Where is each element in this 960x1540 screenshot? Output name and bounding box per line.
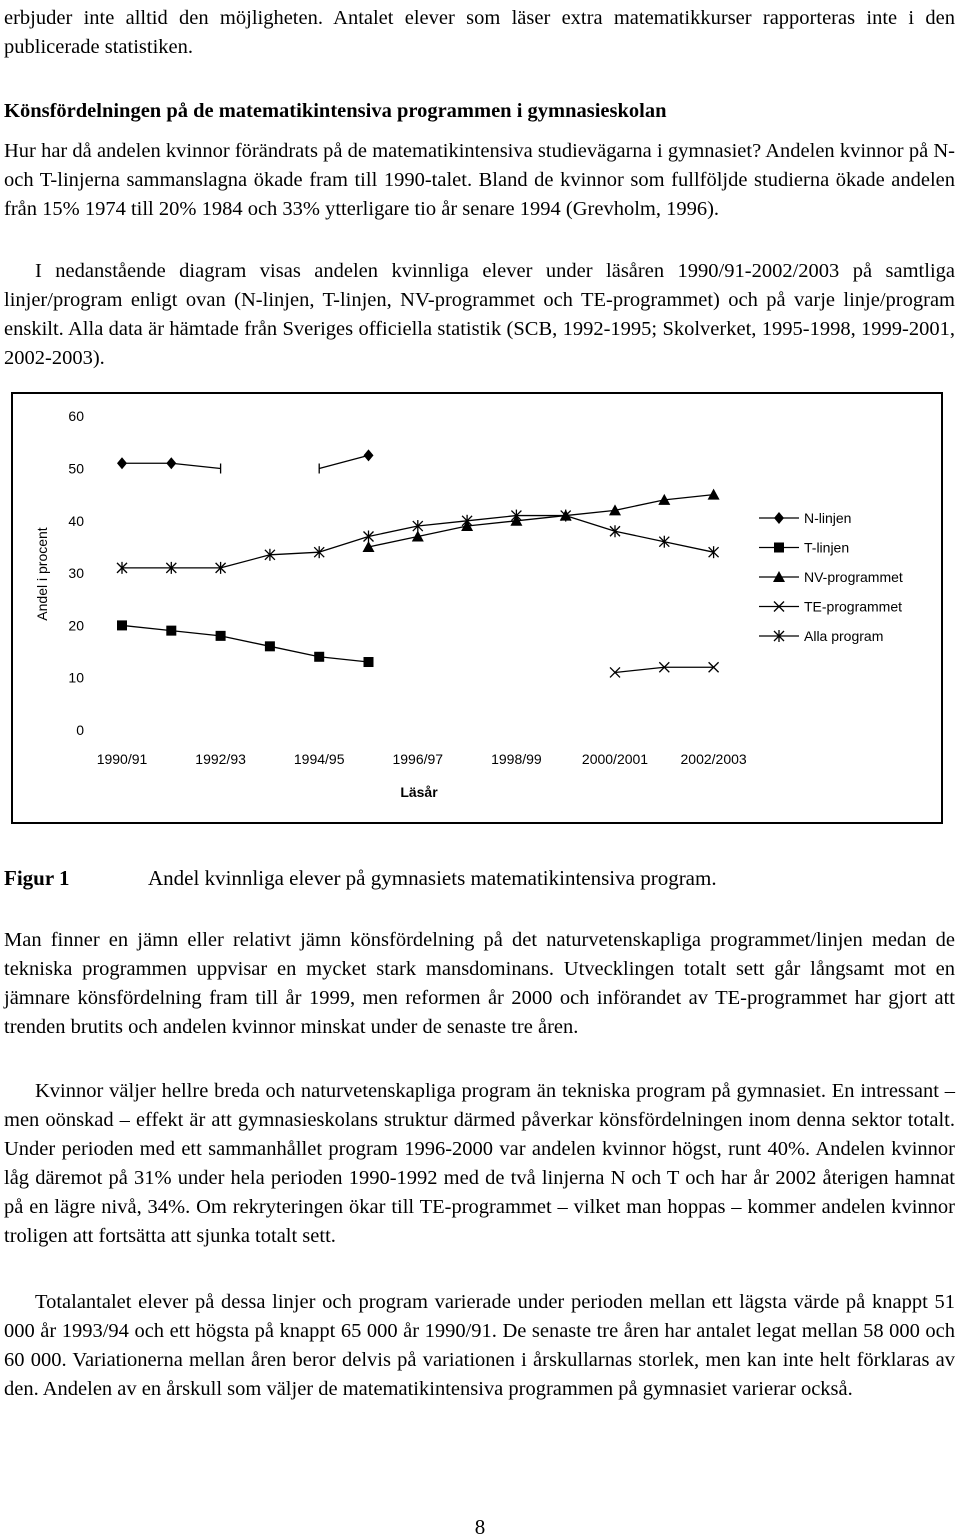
legend-item [759, 569, 903, 585]
series-line-segment [122, 625, 171, 630]
paragraph-question: Hur har då andelen kvinnor förändrats på de matematikintensiva studievägarna i gymnasiet? Andelen kvinnor på N- och T-linjerna sammanslagna ökade fram till 1990-talet. Bland de kvinnor som fullföljde studierna ökade andelen från 15% 1974 till 20% 1984 och 33% ytterligare tio år senare 1994 (Grevholm, 1996). [4, 140, 955, 220]
legend-label: TE-programmet [804, 598, 903, 615]
series-line-segment [369, 526, 418, 536]
series-line-segment [566, 516, 615, 532]
legend-label: N-linjen [804, 510, 852, 526]
series-line-segment [566, 510, 615, 515]
x-tick-label: 1994/95 [293, 751, 345, 767]
series-point [708, 489, 720, 500]
legend-item [759, 599, 902, 615]
series-line-segment [467, 516, 516, 521]
series-line-segment [319, 455, 368, 468]
section-heading: Könsfördelningen på de matematikintensiva programmen i gymnasieskolan [4, 100, 667, 122]
figure-caption-text: Andel kvinnliga elever på gymnasiets matematikintensiva program. [148, 866, 717, 890]
series-t-linjen [117, 620, 374, 667]
series-n-linjen [117, 449, 374, 473]
y-tick-label: 40 [68, 512, 84, 529]
series-line-segment [369, 536, 418, 546]
y-tick-label: 20 [68, 617, 84, 634]
series-point [364, 530, 374, 542]
y-axis-title: Andel i procent [34, 527, 50, 621]
series-point [610, 525, 620, 537]
series-line-segment [171, 463, 220, 468]
series-line-segment [615, 500, 664, 510]
series-line-segment [615, 667, 664, 672]
series-line-segment [221, 636, 270, 646]
series-point [265, 641, 275, 651]
series-point [166, 457, 176, 469]
y-tick-label: 60 [68, 408, 84, 425]
series-line-segment [221, 555, 270, 568]
x-tick-label: 1996/97 [392, 751, 444, 767]
marker-square [774, 543, 784, 553]
y-tick-label: 50 [68, 460, 84, 477]
legend-item [759, 510, 851, 526]
series-line-segment [270, 552, 319, 555]
x-axis-title: Läsår [400, 784, 438, 800]
series-line-segment [664, 495, 713, 500]
figure-caption-label: Figur 1 [4, 866, 70, 890]
x-tick-label: 1992/93 [195, 751, 246, 767]
paragraph-results: Man finner en jämn eller relativt jämn könsfördelning på det naturvetenskapliga programmet/linjen medan de tekniska programmen uppvisar en mycket stark mansdominans. Utvecklingen totalt sett går långsamt mot en jämnare könsfördelning fram till år 1999, men reformen år 2000 och införandet av TE-programmet har gjort att trenden brutits och andelen kvinnor minskat under de senaste tre åren. [4, 929, 955, 1038]
series-te-programmet [610, 662, 719, 677]
marker-diamond [774, 512, 784, 524]
legend [759, 510, 903, 644]
paragraph-diagram-description: I nedanstående diagram visas andelen kvinnliga elever under läsåren 1990/91-2002/2003 på samtliga linjer/program enligt ovan (N-linjen, T-linjen, NV-programmet och TE-programmet) och på varje linje/program enskilt. Alla data är hämtade från Sveriges officiella statistik (SCB, 1992-1995; Skolverket, 1995-1998, 1999-2001, 2002-2003). [4, 260, 955, 369]
paragraph-totals: Totalantalet elever på dessa linjer och program varierade under perioden mellan ett lägsta värde på knappt 51 000 år 1993/94 och ett högsta på knappt 65 000 år 1990/91. De senaste tre åren har antalet legat mellan 58 000 och 60 000. Variationerna mellan åren beror delvis på variationen i årskullarnas storlek, men kan inte helt förklaras av den. Andelen av en årskull som väljer de matematikintensiva programmen på gymnasiet varierar också. [4, 1291, 955, 1400]
series-point [117, 620, 127, 630]
y-tick-label: 0 [76, 722, 84, 738]
paragraph-discussion: Kvinnor väljer hellre breda och naturvetenskapliga program än tekniska program på gymnasiet. En intressant – men oönskad – effekt är att gymnasieskolans struktur därmed påverkar könsfördelningen inom denna sektor totalt. Under perioden med ett sammanhållet program 1996-2000 var andelen kvinnor högst, runt 40%. Andelen kvinnor låg däremot på 31% under hela perioden 1990-1992 med de två linjerna N och T och har år 2002 återigen hamnat på en lägre nivå, 34%. Om rekryteringen ökar till TE-programmet – vilket man hoppas – kommer andelen kvinnor troligen att fortsätta att sjunka totalt sett. [4, 1080, 955, 1247]
legend-label: NV-programmet [804, 569, 903, 585]
series-alla-program [117, 510, 719, 574]
series-point [364, 657, 374, 667]
x-tick-label: 1990/91 [96, 751, 148, 767]
legend-item [759, 628, 883, 644]
series-point [709, 546, 719, 558]
series-line-segment [319, 657, 368, 662]
x-tick-label: 2002/2003 [680, 751, 747, 767]
series-point [659, 536, 669, 548]
paragraph-intro-continued: erbjuder inte alltid den möjligheten. Antalet elever som läser extra matematikkurser rapporteras inte i den publicerade statistiken. [4, 7, 955, 58]
series-point [314, 652, 324, 662]
series-line-segment [319, 536, 368, 552]
legend-label: T-linjen [804, 539, 850, 556]
y-axis-ticks [68, 408, 84, 738]
y-tick-label: 10 [68, 669, 84, 686]
legend-label: Alla program [804, 628, 884, 644]
series-point [364, 449, 374, 461]
line-chart [11, 392, 943, 824]
series-line-segment [418, 526, 467, 536]
x-tick-label: 1998/99 [491, 751, 542, 767]
series-line-segment [516, 516, 565, 521]
y-tick-label: 30 [68, 565, 84, 582]
page-number: 8 [474, 1515, 486, 1539]
series-line-segment [171, 631, 220, 636]
x-axis-ticks [97, 751, 747, 767]
series-point [166, 626, 176, 636]
legend-item [759, 540, 849, 556]
x-tick-label: 2000/2001 [581, 751, 649, 767]
series-point [216, 631, 226, 641]
series-line-segment [467, 521, 516, 526]
series-line-segment [270, 646, 319, 656]
series-line-segment [615, 531, 664, 541]
series-line-segment [664, 542, 713, 552]
series-line-segment [418, 521, 467, 526]
series-layer [117, 449, 720, 677]
series-point [117, 457, 127, 469]
